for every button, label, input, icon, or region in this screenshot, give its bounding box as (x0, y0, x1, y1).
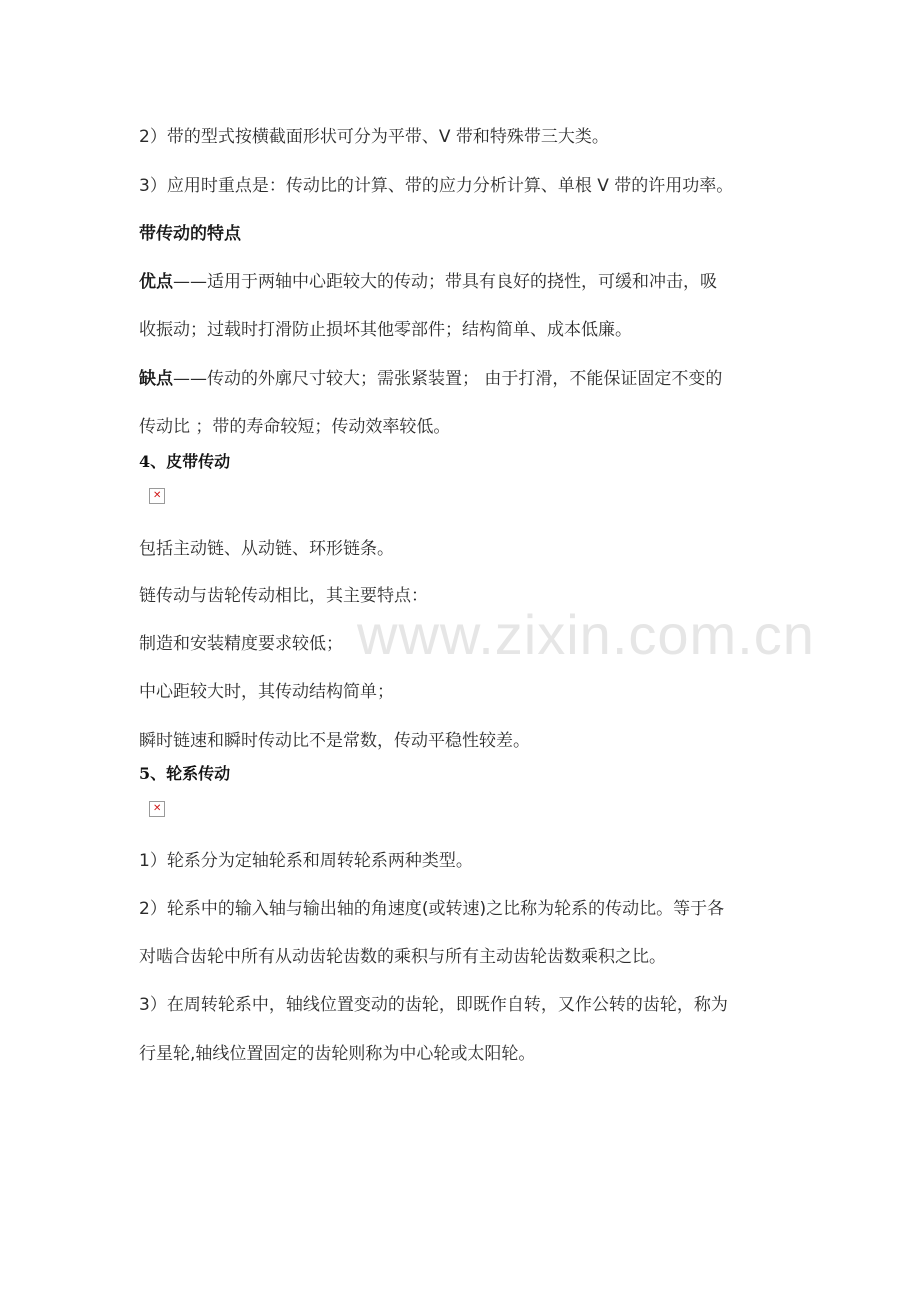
advantages-text: ——适用于两轴中心距较大的传动；带具有良好的挠性，可缓和冲击，吸 (173, 272, 717, 292)
advantages-label: 优点 (139, 272, 173, 292)
advantages-line-2: 收振动；过载时打滑防止损坏其他零部件；结构简单、成本低廉。 (139, 320, 632, 340)
broken-image-icon: ✕ (149, 488, 165, 504)
disadvantages-label: 缺点 (139, 369, 173, 389)
section5-line-2: 2）轮系中的输入轴与输出轴的角速度(或转速)之比称为轮系的传动比。等于各 (139, 899, 725, 919)
section4-line-1: 包括主动链、从动链、环形链条。 (139, 539, 394, 559)
disadvantages-text: ——传动的外廓尺寸较大；需张紧装置； 由于打滑，不能保证固定不变的 (173, 369, 723, 389)
section5-line-3: 对啮合齿轮中所有从动齿轮齿数的乘积与所有主动齿轮齿数乘积之比。 (139, 947, 666, 967)
section4-line-3: 制造和安装精度要求较低； (139, 634, 343, 654)
belt-features-title: 带传动的特点 (139, 224, 241, 244)
section4-line-5: 瞬时链速和瞬时传动比不是常数，传动平稳性较差。 (139, 731, 530, 751)
section5-line-1: 1）轮系分为定轴轮系和周转轮系两种类型。 (139, 851, 473, 871)
broken-image-icon: ✕ (149, 801, 165, 817)
advantages-line-1 (139, 270, 799, 294)
section5-line-5: 行星轮,轴线位置固定的齿轮则称为中心轮或太阳轮。 (139, 1044, 536, 1064)
section4-heading: 4、皮带传动 (139, 452, 231, 471)
intro-line-1: 2）带的型式按横截面形状可分为平带、V 带和特殊带三大类。 (139, 127, 609, 147)
watermark: www.zixin.com.cn (357, 603, 815, 666)
section4-line-2: 链传动与齿轮传动相比，其主要特点： (139, 586, 428, 606)
section5-heading: 5、轮系传动 (139, 764, 231, 783)
intro-line-2: 3）应用时重点是：传动比的计算、带的应力分析计算、单根 V 带的许用功率。 (139, 176, 734, 196)
section4-line-4: 中心距较大时，其传动结构简单； (139, 682, 394, 702)
disadvantages-line-2: 传动比 ；带的寿命较短；传动效率较低。 (139, 417, 451, 437)
section5-line-4: 3）在周转轮系中，轴线位置变动的齿轮，即既作自转，又作公转的齿轮，称为 (139, 995, 728, 1015)
disadvantages-line-1 (139, 367, 799, 391)
